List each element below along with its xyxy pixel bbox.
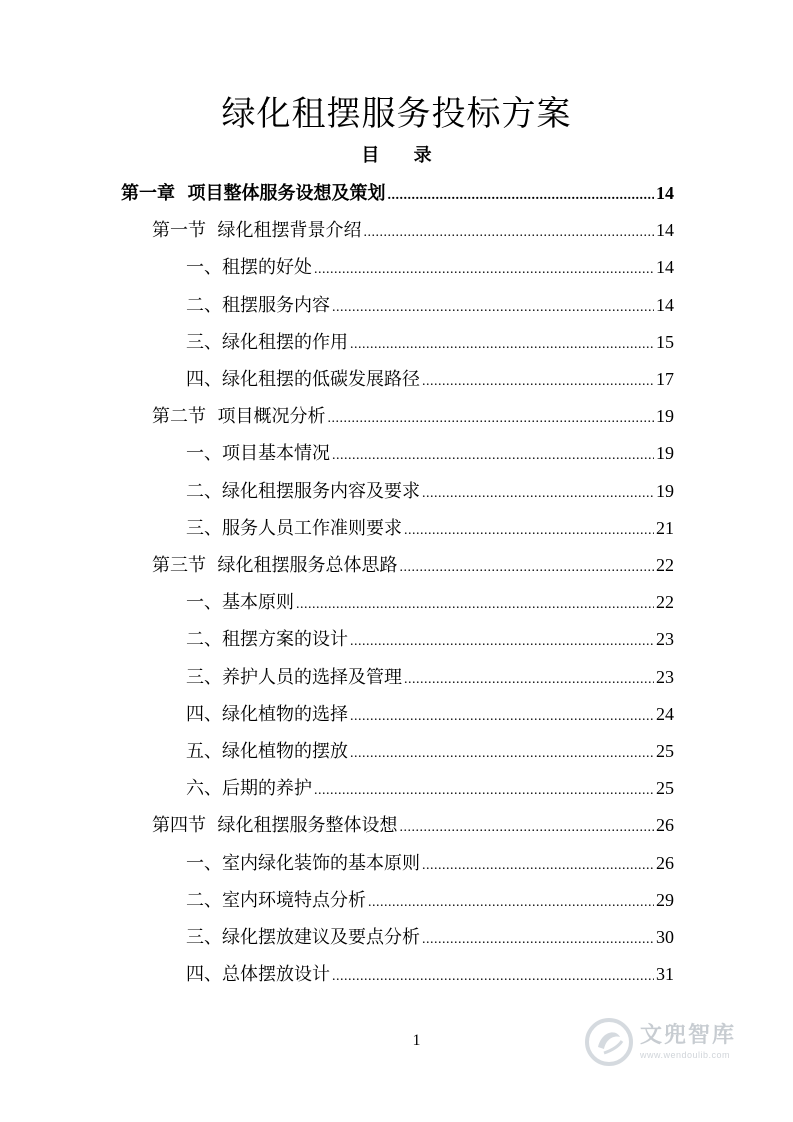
toc-entry-page: 17 bbox=[656, 369, 674, 389]
toc-entry-page: 14 bbox=[656, 257, 674, 278]
toc-entry-title: 一、项目基本情况 bbox=[186, 443, 330, 465]
toc-leader-dots bbox=[350, 700, 654, 734]
toc-entry-title: 第一章 项目整体服务设想及策划 bbox=[121, 183, 386, 204]
toc-entry-page: 19 bbox=[656, 480, 674, 501]
toc-leader-dots bbox=[422, 477, 654, 511]
toc-entry[interactable] bbox=[186, 697, 674, 731]
toc-entry-title: 一、租摆的好处 bbox=[186, 257, 312, 279]
toc-entry-page: 29 bbox=[656, 889, 674, 910]
toc-entry[interactable] bbox=[186, 622, 674, 656]
toc-entry[interactable] bbox=[186, 511, 674, 545]
toc-entry[interactable] bbox=[186, 325, 674, 359]
toc-entry[interactable] bbox=[186, 585, 674, 619]
toc-entry-title: 第一节 绿化租摆背景介绍 bbox=[152, 220, 362, 242]
toc-entry-page: 23 bbox=[656, 666, 674, 687]
toc-entry[interactable] bbox=[186, 660, 674, 694]
toc-entry[interactable] bbox=[186, 846, 674, 880]
toc-leader-dots bbox=[314, 253, 654, 287]
toc-entry-page: 23 bbox=[656, 629, 674, 650]
toc-entry-title: 一、基本原则 bbox=[186, 592, 294, 614]
toc-entry[interactable] bbox=[152, 213, 674, 247]
toc-leader-dots bbox=[350, 328, 654, 362]
toc-entry-title: 三、绿化租摆的作用 bbox=[186, 331, 348, 353]
toc-entry-page: 14 bbox=[656, 183, 674, 203]
toc-entry-page: 25 bbox=[656, 778, 674, 799]
toc-entry-page: 26 bbox=[656, 852, 674, 873]
watermark-url: www.wendoulib.com bbox=[640, 1050, 731, 1060]
toc-leader-dots bbox=[327, 402, 654, 436]
toc-entry[interactable] bbox=[152, 808, 674, 842]
toc-entry[interactable] bbox=[186, 362, 674, 396]
toc-entry-page: 19 bbox=[656, 406, 674, 427]
toc-entry-title: 二、租摆服务内容 bbox=[186, 294, 330, 316]
toc-entry[interactable] bbox=[186, 734, 674, 768]
toc-entry-title: 五、绿化植物的摆放 bbox=[186, 741, 348, 762]
toc-entry[interactable] bbox=[186, 250, 674, 284]
toc-entry-page: 30 bbox=[656, 927, 674, 947]
toc-entry-title: 第三节 绿化租摆服务总体思路 bbox=[152, 555, 398, 576]
toc-entry[interactable] bbox=[186, 436, 674, 470]
toc-leader-dots bbox=[404, 663, 654, 697]
toc-entry-page: 22 bbox=[656, 555, 674, 575]
toc-entry[interactable] bbox=[186, 957, 674, 991]
toc-entry-title: 三、服务人员工作准则要求 bbox=[186, 517, 402, 539]
toc-entry[interactable] bbox=[121, 176, 674, 210]
toc-entry-page: 25 bbox=[656, 741, 674, 761]
toc-entry-title: 二、绿化租摆服务内容及要求 bbox=[186, 480, 420, 502]
toc-leader-dots bbox=[399, 811, 654, 845]
toc-heading: 目 录 bbox=[361, 145, 446, 166]
toc-entry-title: 二、租摆方案的设计 bbox=[186, 629, 348, 651]
toc-entry[interactable] bbox=[152, 399, 674, 433]
watermark-text bbox=[640, 1023, 736, 1061]
toc-entry-page: 15 bbox=[656, 331, 674, 352]
toc-leader-dots bbox=[363, 216, 654, 250]
toc-entry-page: 14 bbox=[656, 220, 674, 241]
page-number: 1 bbox=[412, 1032, 421, 1049]
toc-entry-page: 24 bbox=[656, 703, 674, 724]
toc-leader-dots bbox=[422, 923, 654, 957]
watermark-name: 文兜智库 bbox=[640, 1023, 737, 1048]
toc-entry[interactable] bbox=[186, 920, 674, 954]
toc-entry-title: 一、室内绿化装饰的基本原则 bbox=[186, 852, 420, 874]
wendou-logo-icon bbox=[584, 1017, 634, 1067]
toc-entry-title: 第二节 项目概况分析 bbox=[152, 406, 326, 428]
toc-entry[interactable] bbox=[186, 288, 674, 322]
toc-leader-dots bbox=[422, 849, 654, 883]
toc-leader-dots bbox=[332, 960, 654, 994]
toc-entry[interactable] bbox=[152, 548, 674, 582]
toc-entry-page: 21 bbox=[656, 517, 674, 538]
watermark bbox=[584, 1012, 784, 1072]
toc-entry-title: 二、室内环境特点分析 bbox=[186, 889, 366, 911]
toc-entry[interactable] bbox=[186, 771, 674, 805]
toc-entry-page: 19 bbox=[656, 443, 674, 464]
toc-leader-dots bbox=[332, 291, 654, 325]
toc-entry-title: 四、绿化植物的选择 bbox=[186, 703, 348, 725]
toc-leader-dots bbox=[399, 551, 654, 585]
toc-leader-dots bbox=[350, 737, 654, 771]
toc-entry-title: 四、绿化租摆的低碳发展路径 bbox=[186, 369, 420, 390]
document-title: 绿化租摆服务投标方案 bbox=[221, 94, 572, 134]
toc-entry-page: 31 bbox=[656, 964, 674, 985]
toc-leader-dots bbox=[368, 886, 654, 920]
toc-entry-title: 第四节 绿化租摆服务整体设想 bbox=[152, 815, 398, 837]
toc-entry-title: 六、后期的养护 bbox=[186, 778, 312, 800]
toc-entry[interactable] bbox=[186, 883, 674, 917]
toc-leader-dots bbox=[388, 179, 654, 213]
toc-leader-dots bbox=[422, 365, 654, 399]
toc-entry-page: 14 bbox=[656, 294, 674, 315]
toc-leader-dots bbox=[350, 625, 654, 659]
toc-entry-title: 四、总体摆放设计 bbox=[186, 964, 330, 986]
toc-entry[interactable] bbox=[186, 474, 674, 508]
toc-entry-title: 三、绿化摆放建议及要点分析 bbox=[186, 927, 420, 948]
toc-entry-title: 三、养护人员的选择及管理 bbox=[186, 666, 402, 688]
toc-entry-page: 26 bbox=[656, 815, 674, 836]
toc-leader-dots bbox=[296, 588, 654, 622]
toc-entry-page: 22 bbox=[656, 592, 674, 613]
toc-leader-dots bbox=[404, 514, 654, 548]
toc-leader-dots bbox=[314, 774, 654, 808]
toc-leader-dots bbox=[332, 439, 654, 473]
